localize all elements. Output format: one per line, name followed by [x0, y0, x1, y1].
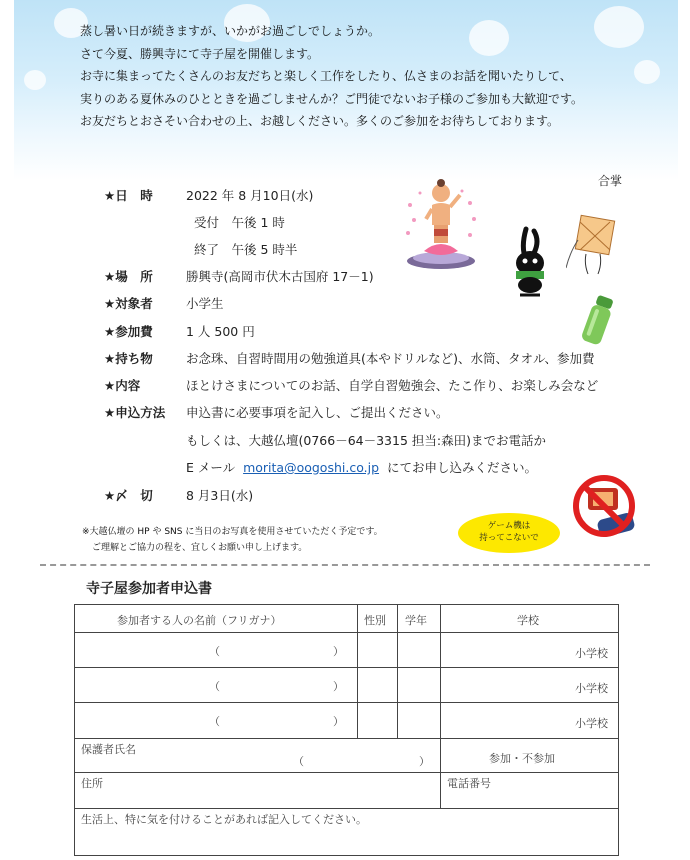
content-value: ほとけさまについてのお話、自学自習勉強会、たこ作り、お楽しみ会など	[186, 378, 599, 393]
photo-notice	[82, 524, 383, 556]
form-col-line	[357, 605, 358, 738]
intro-text	[80, 20, 660, 133]
signature: 合掌	[598, 174, 623, 188]
no-game-callout	[458, 513, 560, 553]
header-school: 学校	[517, 614, 539, 627]
application-form	[74, 604, 619, 856]
reception-time: 受付 午後 1 時	[194, 215, 285, 230]
place-value: 勝興寺(高岡市伏木古国府 17－1)	[186, 269, 374, 284]
school-suffix: 小学校	[575, 647, 608, 660]
paren-close: ）	[333, 680, 344, 693]
kite-illustration	[566, 212, 622, 292]
place-label: ★場 所	[104, 269, 153, 284]
paren-open: （	[209, 645, 220, 658]
form-col-line	[440, 605, 441, 808]
form-row-line	[75, 808, 618, 809]
paren-open: （	[209, 715, 220, 728]
callout-line: 持ってこないで	[479, 533, 539, 543]
no-game-console-icon	[568, 470, 642, 550]
paren-open: （	[209, 680, 220, 693]
fee-label: ★参加費	[104, 324, 153, 339]
target-label: ★対象者	[104, 296, 153, 311]
target-value: 小学生	[186, 296, 224, 311]
paren-open: （	[293, 755, 304, 768]
school-suffix: 小学校	[575, 682, 608, 695]
paren-close: ）	[419, 755, 430, 768]
end-time: 終了 午後 5 時半	[194, 242, 298, 257]
form-col-line	[397, 605, 398, 738]
form-row-line	[75, 667, 618, 668]
cut-line-divider	[40, 564, 650, 566]
paren-close: ）	[333, 645, 344, 658]
content-label: ★内容	[104, 378, 141, 393]
intro-line: お寺に集まってたくさんのお友だちと楽しく工作をしたり、仏さまのお話を聞いたりして、	[80, 69, 572, 83]
callout-line: ゲーム機は	[487, 521, 531, 531]
form-row-line	[75, 632, 618, 633]
items-label: ★持ち物	[104, 351, 153, 366]
attendance-choice: 参加・不参加	[489, 752, 555, 765]
notice-line: ※大越仏壇の HP や SNS に当日のお写真を使用させていただく予定です。	[82, 527, 383, 537]
paren-close: ）	[333, 715, 344, 728]
intro-line: さて今夏、勝興寺にて寺子屋を開催します。	[80, 46, 320, 61]
school-suffix: 小学校	[575, 717, 608, 730]
buddha-statue-illustration	[400, 175, 482, 273]
remarks-label: 生活上、特に気を付けることがあれば記入してください。	[81, 813, 367, 826]
fee-value: 1 人 500 円	[186, 324, 255, 339]
apply-phone: もしくは、大越仏壇(0766－64－3315 担当:森田)までお電話か	[186, 433, 546, 448]
form-row-line	[75, 772, 618, 773]
form-row-line	[75, 738, 618, 739]
intro-line: 実りのある夏休みのひとときを過ごしませんか？ご門徒でないお子様のご参加も大歓迎です。	[80, 91, 584, 106]
phone-label: 電話番号	[447, 777, 491, 790]
address-label: 住所	[81, 777, 103, 790]
guardian-label: 保護者氏名	[81, 743, 136, 756]
date-label: ★日 時	[104, 188, 153, 203]
deadline-value: 8 月3日(水)	[186, 488, 254, 503]
intro-line: お友だちとおさそい合わせの上、お越しください。多くのご参加をお待ちしております。	[80, 114, 560, 128]
notice-line: ご理解とご協力の程を、宜しくお願い申し上げます。	[92, 543, 308, 553]
form-title: 寺子屋参加者申込書	[86, 581, 212, 597]
email-prefix: E メール	[186, 460, 236, 475]
email-suffix: にてお申し込みください。	[386, 460, 537, 475]
water-bottle-illustration	[578, 292, 618, 348]
intro-line: 蒸し暑い日が続きますが、いかがお過ごしでしょうか。	[80, 24, 381, 38]
items-value: お念珠、自習時間用の勉強道具(本やドリルなど)、水筒、タオル、参加費	[186, 351, 595, 366]
apply-value: 申込書に必要事項を記入し、ご提出ください。	[186, 405, 449, 420]
form-row-line	[75, 702, 618, 703]
header-grade: 学年	[405, 614, 427, 627]
sparkle-decoration	[24, 70, 46, 90]
date-value: 2022 年 8 月10日(水)	[186, 188, 314, 203]
rabbit-character-illustration	[500, 225, 558, 297]
deadline-label: ★〆 切	[104, 488, 153, 503]
header-name: 参加者する人の名前（フリガナ）	[117, 614, 282, 627]
header-gender: 性別	[364, 614, 386, 627]
email-link[interactable]: morita@oogoshi.co.jp	[243, 460, 380, 475]
apply-label: ★申込方法	[104, 405, 166, 420]
apply-email-line	[186, 458, 537, 476]
